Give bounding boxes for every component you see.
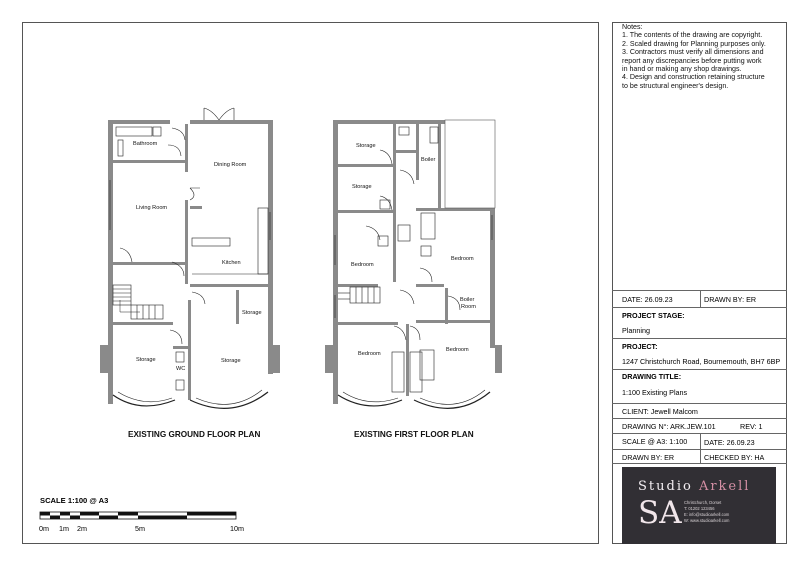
note-line: to be structural engineer's design. [622,81,729,90]
ground-floor-plan-title: EXISTING GROUND FLOOR PLAN [128,430,261,439]
scale-bar-graphic [40,512,236,519]
title-block-frame [612,22,787,544]
room-label-boiler-room-a: Boiler [460,297,475,303]
first-stairs [338,287,380,303]
ground-stairs [113,285,163,319]
note-line: 4. Design and construction retaining structure [622,73,765,82]
drawing-no-label: DRAWING N°: [622,422,669,431]
logo-address-line: T: 01202 123456 [684,506,715,511]
room-label-bedroom-front-left: Bedroom [358,351,381,357]
room-label-boiler-room-b: Room [461,304,476,310]
room-label-bedroom-right: Bedroom [451,256,474,262]
note-line: report any discrepancies before putting work [622,56,762,65]
logo-word-arkell: Arkell [698,479,751,494]
room-label-storage-right: Storage [242,310,262,316]
logo-address-line: E: info@studioarkell.com [684,512,730,517]
room-label-bedroom-front-right: Bedroom [446,347,469,353]
room-label-dining: Dining Room [214,162,247,168]
client-label: CLIENT: [622,407,649,416]
room-label-bedroom-left: Bedroom [351,262,374,268]
drawn-by-value: ER [746,295,757,304]
scale-bar-title: SCALE 1:100 @ A3 [40,496,109,505]
scale-label-10m: 10m [230,524,244,533]
project-label: PROJECT: [622,342,658,351]
drawn-by2-value: ER [664,453,675,462]
scale-label-2m: 2m [77,524,87,533]
logo-address-line: W: www.studioarkell.com [684,518,730,523]
room-label-storage-mid: Storage [352,184,372,190]
room-label-storage-left: Storage [136,357,156,363]
ground-walls [100,120,280,404]
date-label: DATE: [622,295,643,304]
room-label-living: Living Room [136,205,168,211]
note-line: 3. Contractors must verify all dimensions and [622,48,764,57]
drawn-by-label: DRAWN BY: [704,295,745,304]
rev-label: REV: [740,422,757,431]
scale-label: SCALE @ A3: [622,437,668,446]
date2-label: DATE: [704,438,725,447]
logo-monogram: SA [638,495,682,531]
room-label-kitchen: Kitchen [222,260,241,266]
scale-label-5m: 5m [135,524,145,533]
room-label-wc: WC [176,366,186,372]
room-label-boiler: Boiler [421,157,436,163]
date-value: 26.09.23 [644,295,673,304]
client-value: Jewell Malcom [650,407,698,416]
drawing-no-value: ARK.JEW.101 [670,422,716,431]
divider [700,433,701,463]
logo-word-studio: Studio [638,479,693,494]
note-line: 1. The contents of the drawing are copyright. [622,31,763,40]
divider [700,290,701,307]
scale-value: 1:100 [669,437,688,446]
date2-value: 26.09.23 [726,438,755,447]
room-label-storage-front: Storage [221,358,241,364]
studio-logo [622,467,776,544]
note-line: 2. Scaled drawing for Planning purposes only. [622,39,766,48]
drawing-title-label: DRAWING TITLE: [622,372,682,381]
rev-value: 1 [758,422,763,431]
room-label-storage-top: Storage [356,143,376,149]
logo-address-line: Christchurch, Dorset [684,500,722,505]
room-label-bathroom: Bathroom [133,141,158,147]
scale-label-0m: 0m [39,524,49,533]
logo-wordmark [638,479,750,494]
project-value: 1247 Christchurch Road, Bournemouth, BH7 6BP [622,357,781,366]
first-floor-plan-title: EXISTING FIRST FLOOR PLAN [354,430,474,439]
checked-by-label: CHECKED BY: [704,453,753,462]
checked-by-value: HA [754,453,765,462]
drawn-by2-label: DRAWN BY: [622,453,663,462]
project-stage-label: PROJECT STAGE: [622,311,685,320]
note-line: in hand or making any shop drawings. [622,65,742,74]
notes-heading: Notes: [622,23,643,31]
drawing-title-value: 1:100 Existing Plans [622,388,688,397]
project-stage-value: Planning [622,326,650,335]
scale-label-1m: 1m [59,524,69,533]
